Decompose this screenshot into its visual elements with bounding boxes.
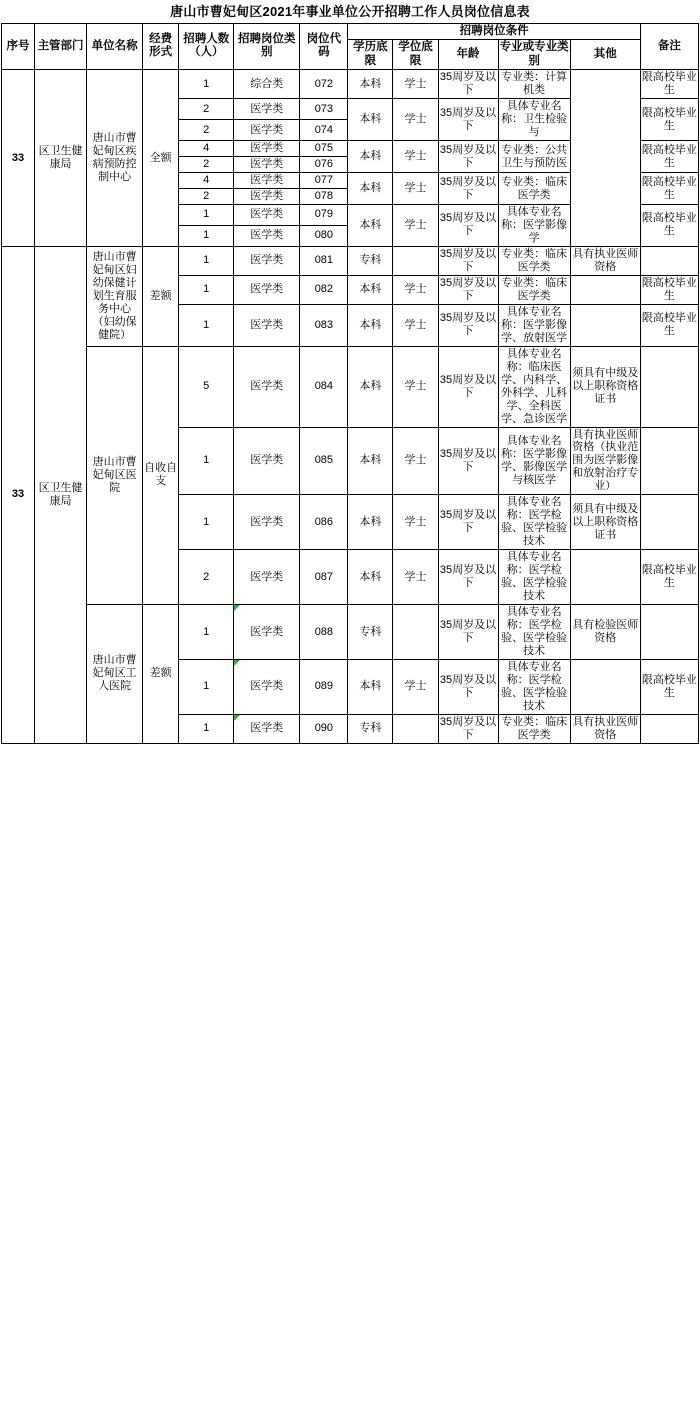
cell-category: 综合类 — [234, 70, 300, 99]
header-unit: 单位名称 — [87, 23, 143, 70]
cell-remark — [640, 714, 698, 743]
cell-code: 087 — [300, 550, 348, 605]
cell-funding: 差额 — [143, 246, 179, 346]
cell-education: 本科 — [348, 275, 393, 304]
cell-degree: 学士 — [393, 659, 438, 714]
cell-degree: 学士 — [393, 304, 438, 346]
cell-education: 专科 — [348, 246, 393, 275]
cell-count: 1 — [179, 70, 234, 99]
cell-category: 医学类 — [234, 659, 300, 714]
cell-degree — [393, 714, 438, 743]
cell-major: 具体专业名称：医学检验、医学检验技术 — [498, 605, 570, 660]
cell-degree: 学士 — [393, 99, 438, 141]
cell-remark: 限高校毕业生 — [640, 70, 698, 99]
header-degree: 学位底限 — [393, 40, 438, 70]
cell-degree — [393, 605, 438, 660]
cell-education: 本科 — [348, 659, 393, 714]
cell-category: 医学类 — [234, 346, 300, 427]
cell-major: 具体专业名称：医学检验、医学检验技术 — [498, 550, 570, 605]
cell-count: 2 — [179, 550, 234, 605]
cell-category: 医学类 — [234, 605, 300, 660]
cell-age: 35周岁及以下 — [438, 99, 498, 141]
cell-code: 089 — [300, 659, 348, 714]
cell-code: 086 — [300, 495, 348, 550]
header-other: 其他 — [570, 40, 640, 70]
cell-count: 2 — [179, 99, 234, 120]
cell-age: 35周岁及以下 — [438, 173, 498, 205]
cell-remark: 限高校毕业生 — [640, 205, 698, 247]
cell-education: 本科 — [348, 205, 393, 247]
cell-remark: 限高校毕业生 — [640, 304, 698, 346]
cell-age: 35周岁及以下 — [438, 70, 498, 99]
cell-education: 本科 — [348, 550, 393, 605]
cell-remark — [640, 246, 698, 275]
cell-count: 1 — [179, 275, 234, 304]
cell-remark: 限高校毕业生 — [640, 550, 698, 605]
cell-code: 083 — [300, 304, 348, 346]
table-row — [2, 346, 699, 427]
cell-seq: 33 — [2, 70, 35, 247]
cell-other: 具有执业医师资恪 — [570, 714, 640, 743]
cell-count: 4 — [179, 141, 234, 157]
cell-category: 医学类 — [234, 189, 300, 205]
cell-other: 须具有中级及以上职称资格证书 — [570, 495, 640, 550]
cell-code: 085 — [300, 427, 348, 495]
cell-count: 2 — [179, 189, 234, 205]
cell-code: 074 — [300, 120, 348, 141]
cell-degree: 学士 — [393, 173, 438, 205]
cell-count: 1 — [179, 495, 234, 550]
cell-count: 1 — [179, 304, 234, 346]
cell-funding: 自收自支 — [143, 346, 179, 604]
cell-code: 082 — [300, 275, 348, 304]
header-conditions: 招聘岗位条件 — [348, 23, 640, 40]
cell-education: 本科 — [348, 304, 393, 346]
table-row — [2, 605, 699, 660]
cell-code: 078 — [300, 189, 348, 205]
cell-count: 1 — [179, 714, 234, 743]
cell-degree: 学士 — [393, 495, 438, 550]
cell-dept: 区卫生健康局 — [35, 246, 87, 743]
cell-category: 医学类 — [234, 495, 300, 550]
cell-age: 35周岁及以下 — [438, 346, 498, 427]
cell-education: 本科 — [348, 99, 393, 141]
cell-age: 35周岁及以下 — [438, 275, 498, 304]
cell-education: 专科 — [348, 605, 393, 660]
cell-code: 088 — [300, 605, 348, 660]
cell-major: 专业类：临床医学类 — [498, 714, 570, 743]
cell-age: 35周岁及以下 — [438, 427, 498, 495]
cell-category: 医学类 — [234, 120, 300, 141]
cell-age: 35周岁及以下 — [438, 659, 498, 714]
cell-major: 专业类：公共卫生与预防医 — [498, 141, 570, 173]
header-count: 招聘人数（人） — [179, 23, 234, 70]
header-funding: 经费形式 — [143, 23, 179, 70]
cell-category: 医学类 — [234, 246, 300, 275]
cell-degree: 学士 — [393, 427, 438, 495]
cell-code: 077 — [300, 173, 348, 189]
cell-major: 具体专业名称：临床医学、内科学、外科学、儿科学、全科医学、急诊医学 — [498, 346, 570, 427]
cell-code: 080 — [300, 225, 348, 246]
cell-seq: 33 — [2, 246, 35, 743]
cell-code: 072 — [300, 70, 348, 99]
cell-remark — [640, 346, 698, 427]
cell-count: 5 — [179, 346, 234, 427]
cell-age: 35周岁及以下 — [438, 714, 498, 743]
cell-degree: 学士 — [393, 346, 438, 427]
header-remark: 备注 — [640, 23, 698, 70]
cell-other: 具有执业医师资格（执业范围为医学影像和放射治疗专业） — [570, 427, 640, 495]
header-seq: 序号 — [2, 23, 35, 70]
cell-category: 医学类 — [234, 157, 300, 173]
cell-unit: 唐山市曹妃甸区医院 — [87, 346, 143, 604]
cell-remark: 限高校毕业生 — [640, 141, 698, 173]
cell-category: 医学类 — [234, 275, 300, 304]
cell-remark — [640, 605, 698, 660]
cell-other — [570, 304, 640, 346]
cell-count: 1 — [179, 205, 234, 226]
cell-other — [570, 275, 640, 304]
table-header-row-1 — [2, 23, 699, 40]
header-dept: 主管部门 — [35, 23, 87, 70]
cell-count: 1 — [179, 605, 234, 660]
cell-education: 本科 — [348, 173, 393, 205]
cell-count: 1 — [179, 427, 234, 495]
cell-education: 本科 — [348, 141, 393, 173]
cell-degree: 学士 — [393, 141, 438, 173]
cell-degree: 学士 — [393, 205, 438, 247]
cell-remark: 限高校毕业生 — [640, 659, 698, 714]
cell-category: 医学类 — [234, 714, 300, 743]
cell-category: 医学类 — [234, 173, 300, 189]
cell-age: 35周岁及以下 — [438, 141, 498, 173]
cell-remark — [640, 427, 698, 495]
cell-dept: 区卫生健康局 — [35, 70, 87, 247]
cell-other — [570, 70, 640, 247]
recruitment-table — [1, 23, 699, 744]
header-code: 岗位代码 — [300, 23, 348, 70]
cell-category: 医学类 — [234, 141, 300, 157]
cell-other — [570, 550, 640, 605]
cell-other: 须具有中级及以上职称资格证书 — [570, 346, 640, 427]
cell-major: 具体专业名称：卫生检验与 — [498, 99, 570, 141]
cell-major: 具体专业名称：医学检验、医学检验技术 — [498, 659, 570, 714]
header-age: 年龄 — [438, 40, 498, 70]
cell-unit: 唐山市曹妃甸区疾病预防控制中心 — [87, 70, 143, 247]
cell-education: 本科 — [348, 427, 393, 495]
cell-count: 1 — [179, 225, 234, 246]
cell-remark — [640, 495, 698, 550]
cell-category: 医学类 — [234, 225, 300, 246]
cell-major: 专业类：计算机类 — [498, 70, 570, 99]
cell-degree — [393, 246, 438, 275]
cell-count: 1 — [179, 246, 234, 275]
cell-count: 2 — [179, 120, 234, 141]
cell-unit: 唐山市曹妃甸区妇幼保健计划生育服务中心（妇幼保健院） — [87, 246, 143, 346]
table-body — [2, 70, 699, 744]
cell-major: 具体专业名称：医学影像学 — [498, 205, 570, 247]
cell-education: 本科 — [348, 495, 393, 550]
cell-other: 具有检验医师资格 — [570, 605, 640, 660]
cell-code: 090 — [300, 714, 348, 743]
cell-other: 具有执业医师资格 — [570, 246, 640, 275]
table-row — [2, 70, 699, 99]
cell-code: 076 — [300, 157, 348, 173]
cell-code: 073 — [300, 99, 348, 120]
cell-remark: 限高校毕业生 — [640, 99, 698, 141]
cell-degree: 学士 — [393, 550, 438, 605]
cell-education: 本科 — [348, 70, 393, 99]
cell-code: 084 — [300, 346, 348, 427]
cell-age: 35周岁及以下 — [438, 246, 498, 275]
cell-degree: 学士 — [393, 275, 438, 304]
cell-degree: 学士 — [393, 70, 438, 99]
cell-count: 2 — [179, 157, 234, 173]
cell-major: 专业类：临床医学类 — [498, 173, 570, 205]
cell-funding: 全额 — [143, 70, 179, 247]
cell-unit: 唐山市曹妃甸区工人医院 — [87, 605, 143, 744]
cell-remark: 限高校毕业生 — [640, 275, 698, 304]
header-major: 专业或专业类别 — [498, 40, 570, 70]
cell-education: 本科 — [348, 346, 393, 427]
cell-major: 专业类：临床医学类 — [498, 275, 570, 304]
cell-major: 具体专业名称：医学影像学、影像医学与核医学 — [498, 427, 570, 495]
cell-other — [570, 659, 640, 714]
page-title: 唐山市曹妃甸区2021年事业单位公开招聘工作人员岗位信息表 — [170, 4, 530, 19]
cell-age: 35周岁及以下 — [438, 495, 498, 550]
cell-code: 079 — [300, 205, 348, 226]
cell-remark: 限高校毕业生 — [640, 173, 698, 205]
cell-category: 医学类 — [234, 550, 300, 605]
cell-code: 081 — [300, 246, 348, 275]
header-education: 学历底限 — [348, 40, 393, 70]
cell-category: 医学类 — [234, 304, 300, 346]
cell-major: 具体专业名称：医学影像学、放射医学 — [498, 304, 570, 346]
cell-funding: 差额 — [143, 605, 179, 744]
cell-age: 35周岁及以下 — [438, 550, 498, 605]
cell-age: 35周岁及以下 — [438, 205, 498, 247]
cell-count: 4 — [179, 173, 234, 189]
table-row — [2, 246, 699, 275]
cell-major: 具体专业名称：医学检验、医学检验技术 — [498, 495, 570, 550]
cell-age: 35周岁及以下 — [438, 304, 498, 346]
cell-code: 075 — [300, 141, 348, 157]
cell-category: 医学类 — [234, 427, 300, 495]
cell-category: 医学类 — [234, 205, 300, 226]
cell-major: 专业类：临床医学类 — [498, 246, 570, 275]
header-category: 招聘岗位类别 — [234, 23, 300, 70]
cell-age: 35周岁及以下 — [438, 605, 498, 660]
cell-education: 专科 — [348, 714, 393, 743]
cell-category: 医学类 — [234, 99, 300, 120]
cell-count: 1 — [179, 659, 234, 714]
